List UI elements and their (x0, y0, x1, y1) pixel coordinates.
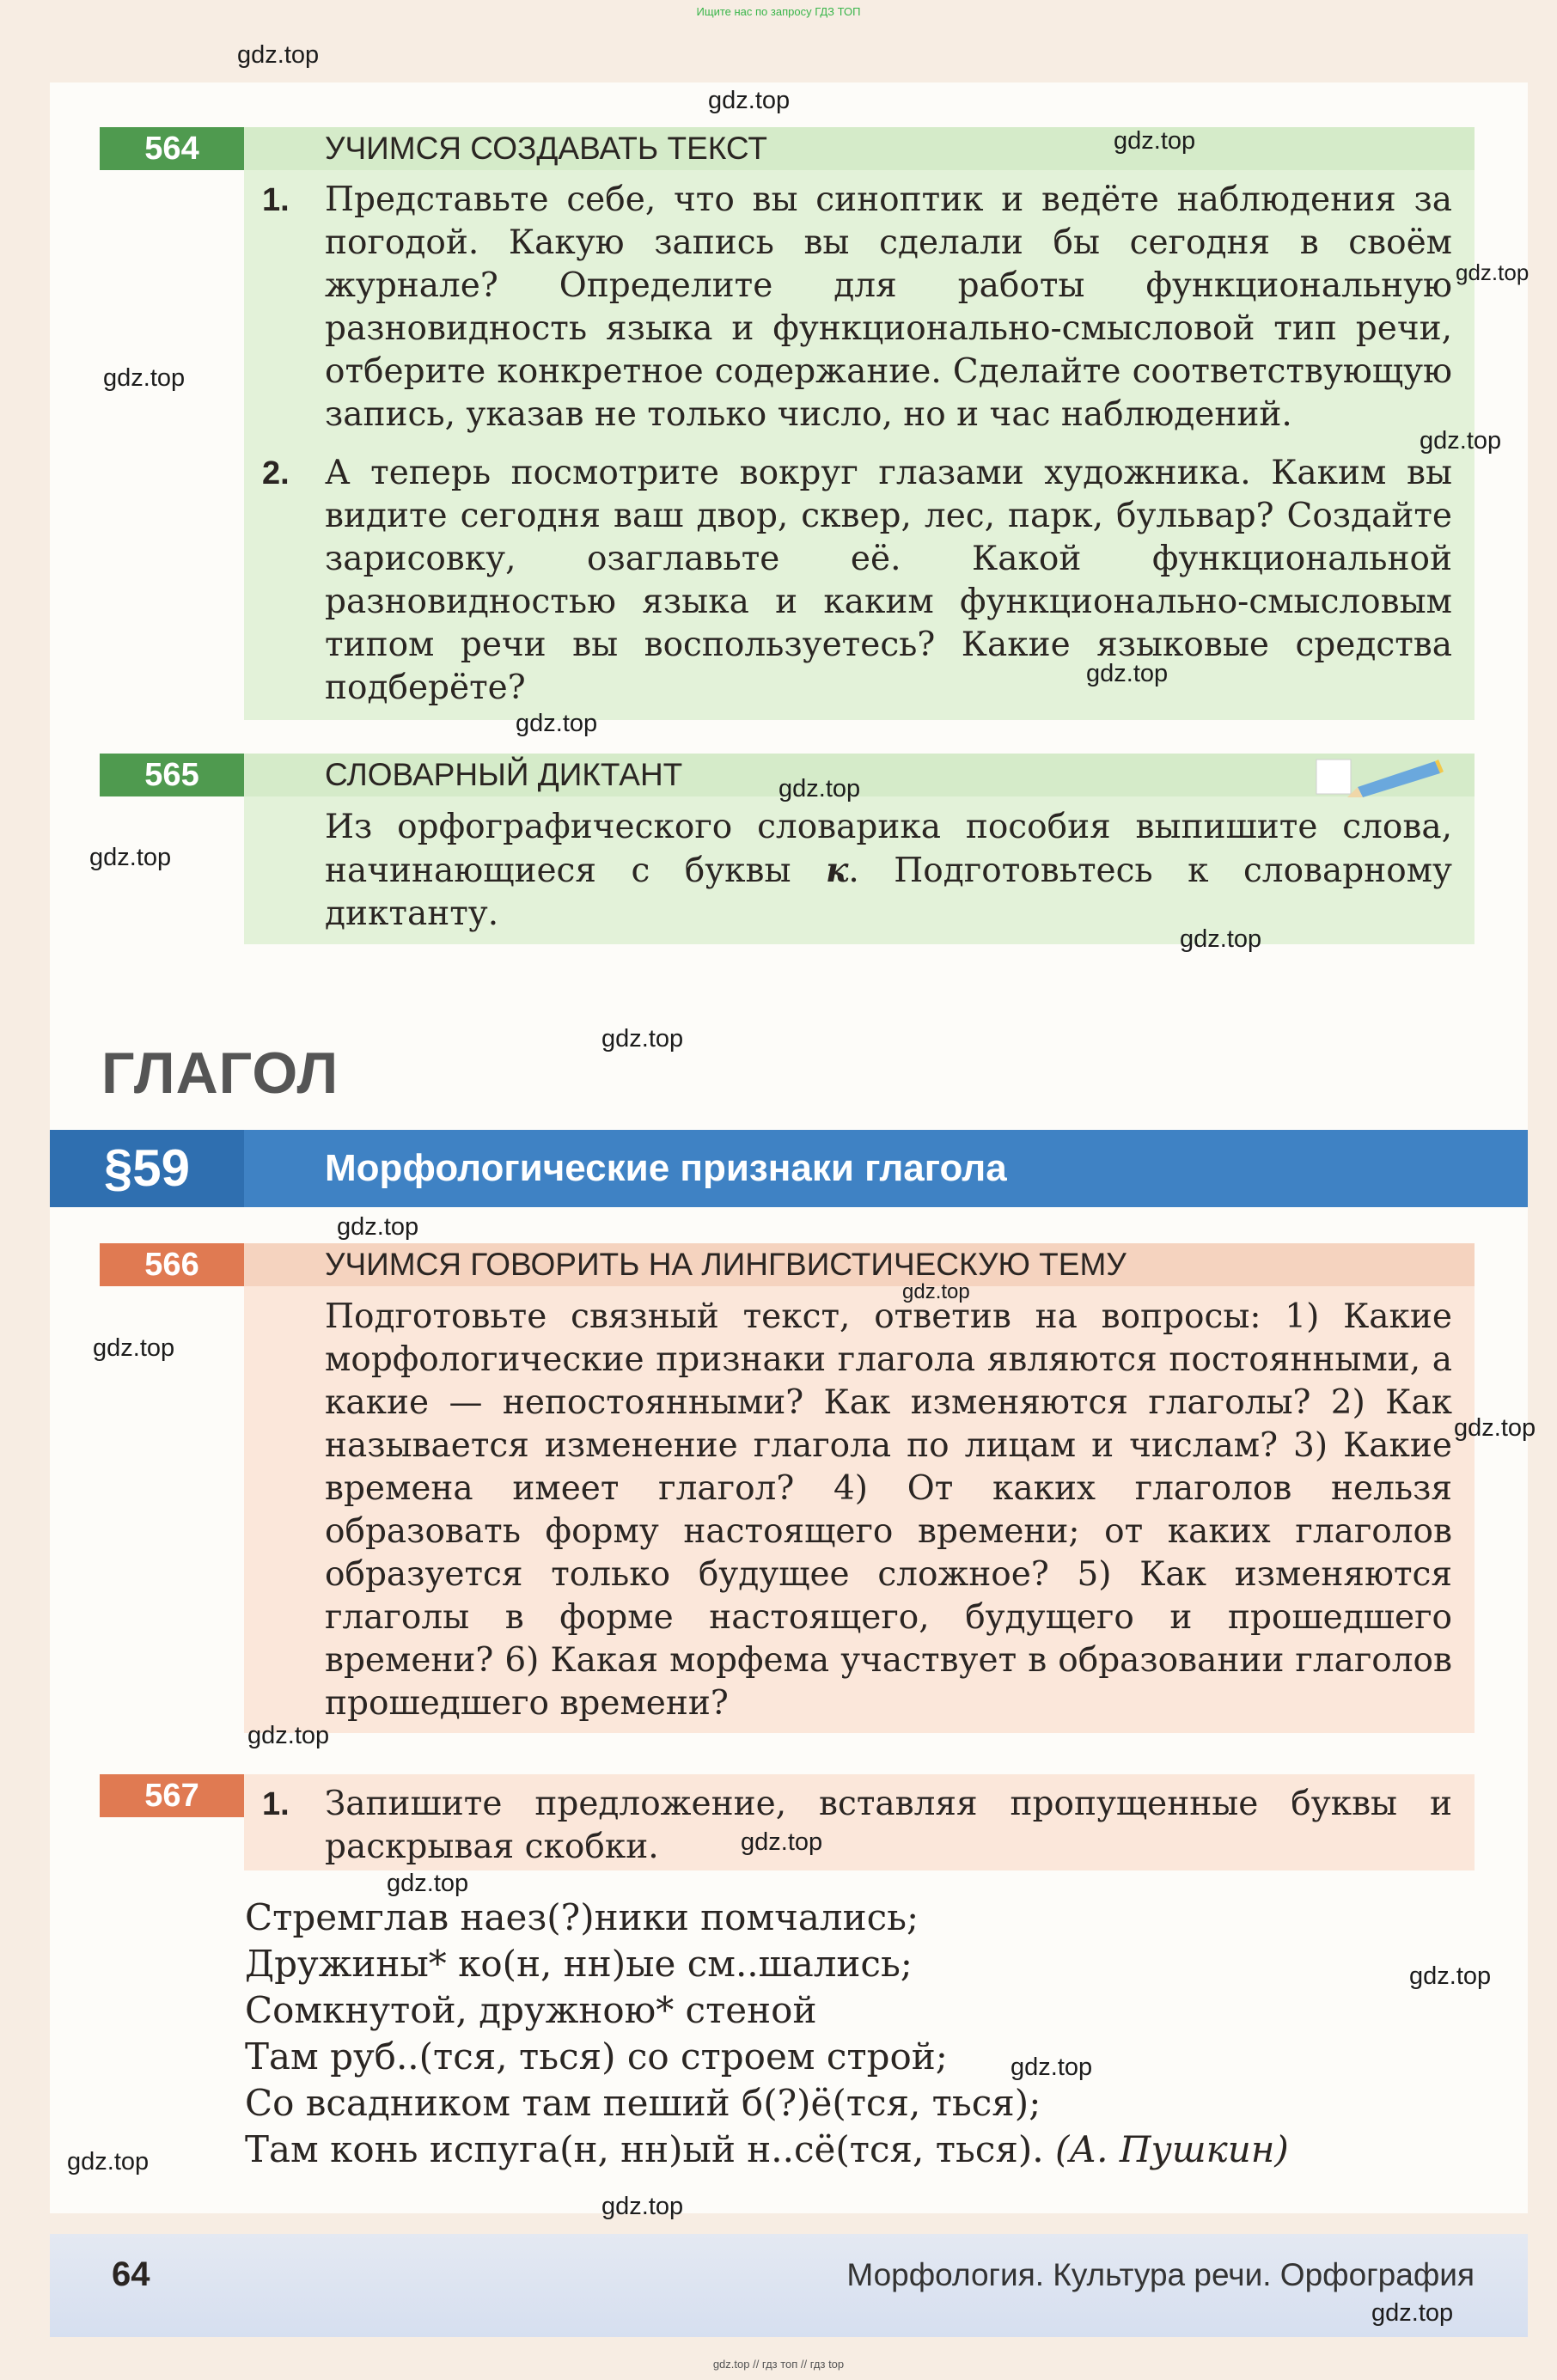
poem-line: Там руб..(тся, ться) со строем строй; (245, 2035, 948, 2078)
footer-title: Морфология. Культура речи. Орфография (846, 2257, 1475, 2292)
watermark: gdz.top (89, 844, 172, 871)
watermark: gdz.top (1086, 660, 1169, 687)
exercise-text: А теперь посмотрите вокруг глазами художника. Каким вы видите сегодня ваш двор, сквер, лес, парк, бульвар? Создайте зарисовку, озаглавьте её. Какой функциональной разновидностью языка и каким функционально-смысловым типом речи вы воспользуетесь? Какие языковые средства подберёте? (325, 454, 1452, 707)
watermark: gdz.top (1456, 259, 1530, 285)
watermark: gdz.top (516, 710, 598, 737)
item-number: 2. (262, 455, 290, 491)
exercise-number-567: 567 (100, 1774, 244, 1817)
poem (245, 1895, 1289, 2173)
bottom-note: gdz.top // гдз топ // гдз top (712, 2358, 845, 2371)
watermark: gdz.top (1371, 2299, 1454, 2327)
watermark: gdz.top (778, 775, 861, 802)
watermark: gdz.top (247, 1722, 330, 1749)
exercise-text: Из орфографического словарика пособия выпишите слова, начинающиеся с буквы к. Подготовьтесь к словарному диктанту. (325, 808, 1452, 933)
exercise-text: Запишите предложение, вставляя пропущенные буквы и раскрывая скобки. (325, 1785, 1452, 1866)
exercise-number-564: 564 (100, 127, 244, 170)
item-number: 1. (262, 1786, 290, 1822)
poem-line: Со всадником там пеший б(?)ё(тся, ться); (245, 2082, 1041, 2124)
watermark: gdz.top (103, 364, 186, 392)
watermark: gdz.top (601, 2193, 684, 2220)
paragraph-title: Морфологические признаки глагола (325, 1147, 1007, 1189)
watermark: gdz.top (337, 1213, 419, 1241)
watermark: gdz.top (237, 41, 320, 69)
watermark: gdz.top (902, 1280, 970, 1303)
watermark: gdz.top (1420, 427, 1502, 455)
watermark: gdz.top (387, 1870, 469, 1897)
watermark: gdz.top (93, 1334, 175, 1362)
exercise-number-566: 566 (100, 1243, 244, 1286)
exercise-heading-565: СЛОВАРНЫЙ ДИКТАНТ (244, 754, 1475, 796)
poem-line: Сомкнутой, дружною* стеной (245, 1989, 817, 2031)
watermark: gdz.top (67, 2148, 150, 2176)
exercise-heading-564: УЧИМСЯ СОЗДАВАТЬ ТЕКСТ (244, 127, 1475, 170)
page-number: 64 (112, 2255, 150, 2293)
poem-line: Там конь испуга(н, нн)ый н..сё(тся, ться). (А. Пушкин) (245, 2128, 1289, 2170)
poem-line: Дружины* ко(н, нн)ые см..шались; (245, 1943, 913, 1985)
exercise-heading-566: УЧИМСЯ ГОВОРИТЬ НА ЛИНГВИСТИЧЕСКУЮ ТЕМУ (244, 1243, 1475, 1286)
pencil-icon (1315, 748, 1444, 799)
exercise-text: Представьте себе, что вы синоптик и ведёте наблюдения за погодой. Какую запись вы сделали бы сегодня в своём журнале? Определите для работы функциональную разновидность языка и функционально-смысловой тип речи, отберите конкретное содержание. Сделайте соответствующую запись, указав не только число, но и час наблюдений. (325, 180, 1452, 434)
watermark: gdz.top (1011, 2054, 1093, 2081)
section-title: ГЛАГОЛ (101, 1040, 339, 1106)
watermark: gdz.top (708, 87, 791, 114)
item-number: 1. (262, 182, 290, 218)
watermark: gdz.top (1180, 925, 1262, 953)
paragraph-number: §59 (50, 1130, 244, 1207)
exercise-number-565: 565 (100, 754, 244, 796)
watermark: gdz.top (1454, 1414, 1536, 1442)
exercise-text: Подготовьте связный текст, ответив на вопросы: 1) Какие морфологические признаки глагола являются постоянными, а какие — непостоянными? Как изменяются глаголы? 2) Как называется изменение глагола по лицам и числам? 3) Какие времена имеет глагол? 4) От каких глаголов нельзя образовать форму настоящего времени; от каких глаголов образуется только будущее сложное? 5) Как изменяются глаголы в форме настоящего, будущего и прошедшего времени? 6) Какая морфема участвует в образовании глаголов прошедшего времени? (325, 1297, 1452, 1723)
watermark: gdz.top (741, 1828, 823, 1856)
watermark: gdz.top (1114, 127, 1196, 155)
poem-line: Стремглав наез(?)ники помчались; (245, 1896, 919, 1938)
poem-author: (А. Пушкин) (1054, 2128, 1289, 2170)
watermark: gdz.top (601, 1025, 684, 1053)
top-note: Ищите нас по запросу ГДЗ ТОП (696, 5, 861, 18)
watermark: gdz.top (1409, 1962, 1492, 1990)
